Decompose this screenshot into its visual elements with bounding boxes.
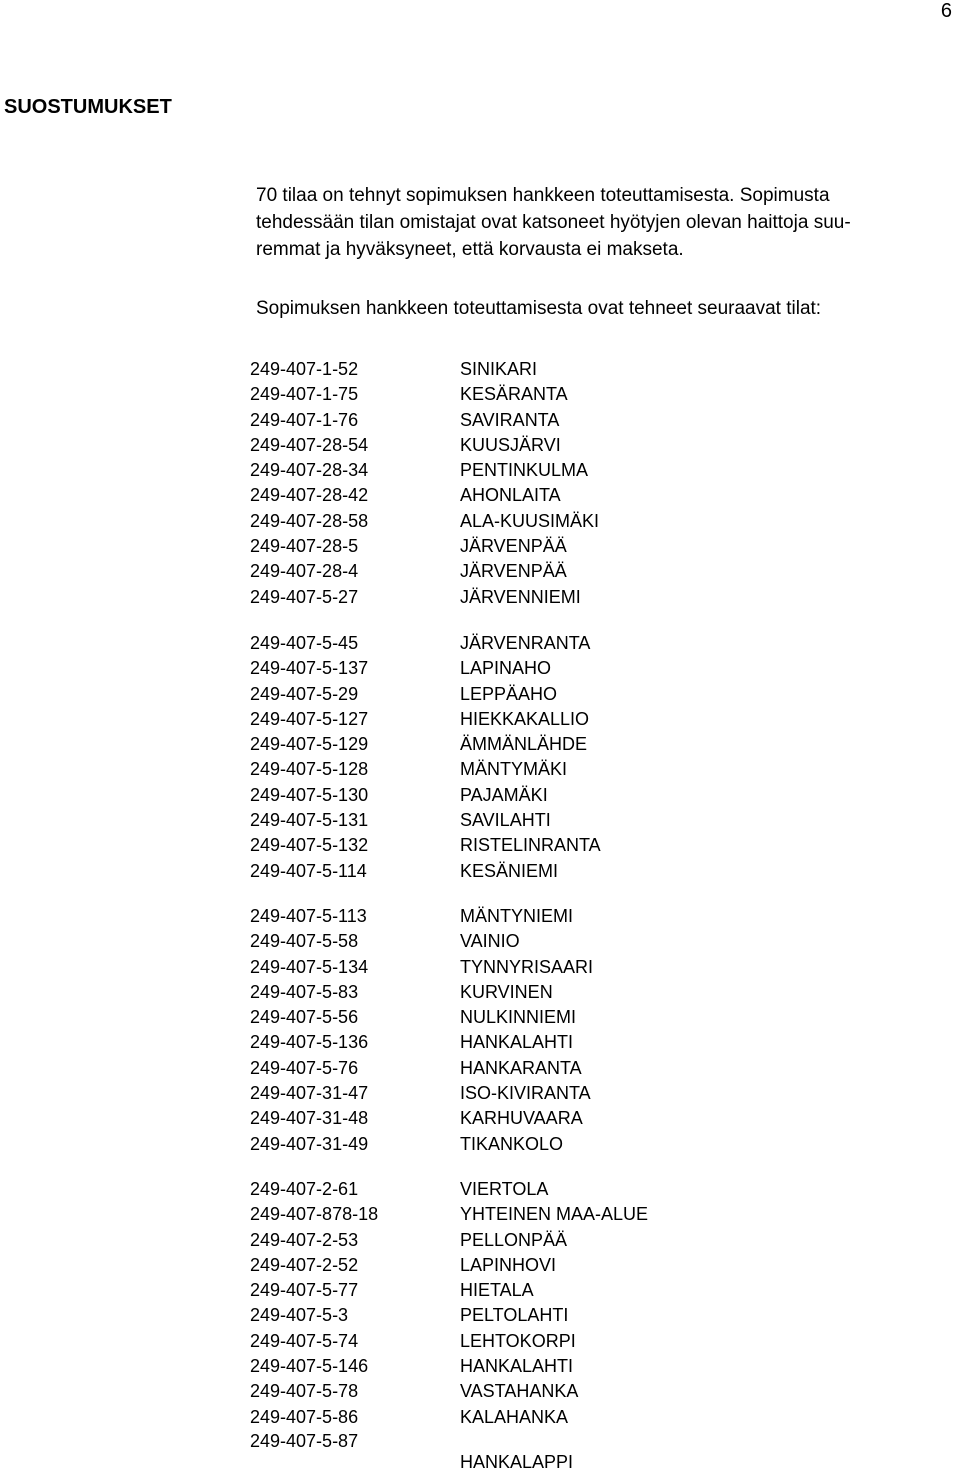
property-row (250, 861, 710, 886)
property-code: 249-407-28-34 (250, 460, 369, 481)
property-name: PAJAMÄKI (460, 784, 548, 805)
property-name: JÄRVENRANTA (460, 633, 591, 653)
lead-sentence: Sopimuksen hankkeen toteuttamisesta ovat tehneet seuraavat tilat: (256, 298, 822, 319)
property-row (250, 1083, 710, 1108)
property-row (250, 785, 710, 810)
property-name: JÄRVENPÄÄ (460, 536, 567, 557)
property-name: HIEKKAKALLIO (460, 708, 590, 729)
property-code: 249-407-5-146 (250, 1356, 369, 1377)
property-row (250, 1381, 710, 1406)
property-code: 249-407-5-76 (250, 1057, 359, 1078)
property-name: PELLONPÄÄ (460, 1229, 568, 1250)
property-code: 249-407-5-87 (250, 1431, 359, 1451)
property-row (250, 410, 710, 435)
property-row (250, 1179, 710, 1204)
property-name: LEHTOKORPI (460, 1330, 576, 1351)
property-code: 249-407-5-77 (250, 1280, 359, 1301)
property-name: ALA-KUUSIMÄKI (460, 510, 600, 531)
property-name: NULKINNIEMI (460, 1007, 577, 1028)
property-name: KARHUVAARA (460, 1108, 583, 1129)
property-row (250, 734, 710, 759)
property-name: HANKALAHTI (460, 1032, 574, 1053)
property-code: 249-407-5-136 (250, 1032, 369, 1053)
property-code: 249-407-28-42 (250, 485, 369, 506)
property-code: 249-407-2-61 (250, 1179, 359, 1199)
property-name: LEPPÄAHO (460, 683, 558, 704)
property-code: 249-407-1-76 (250, 409, 359, 430)
property-row (250, 684, 710, 709)
property-row (250, 435, 710, 460)
property-name: PENTINKULMA (460, 460, 589, 481)
property-row (250, 1280, 710, 1305)
property-code: 249-407-28-54 (250, 434, 369, 455)
property-row (250, 810, 710, 835)
property-row (250, 1204, 710, 1229)
property-code: 249-407-1-52 (250, 359, 359, 379)
property-group (250, 359, 710, 612)
property-code: 249-407-5-29 (250, 683, 359, 704)
property-code: 249-407-1-75 (250, 384, 359, 405)
intro-line: tehdessään tilan omistajat ovat katsoneet hyötyjen olevan haittoja suu- (256, 212, 851, 233)
property-row (250, 982, 710, 1007)
property-code: 249-407-5-45 (250, 633, 359, 653)
property-name: TIKANKOLO (460, 1133, 564, 1154)
property-row (250, 359, 710, 384)
property-code: 249-407-2-53 (250, 1229, 359, 1250)
property-code: 249-407-5-58 (250, 931, 359, 952)
property-code: 249-407-5-86 (250, 1406, 359, 1427)
property-code: 249-407-5-131 (250, 810, 369, 831)
property-row (250, 536, 710, 561)
property-row (250, 1032, 710, 1057)
property-code: 249-407-5-128 (250, 759, 369, 780)
property-name: HANKALAHTI (460, 1356, 574, 1377)
property-name: SAVIRANTA (460, 409, 560, 430)
property-code: 249-407-5-56 (250, 1007, 359, 1028)
property-code: 249-407-28-5 (250, 536, 359, 557)
property-code: 249-407-5-83 (250, 981, 359, 1002)
section-heading: SUOSTUMUKSET (4, 96, 172, 118)
property-name: KESÄNIEMI (460, 860, 559, 881)
property-row (250, 485, 710, 510)
property-name: ISO-KIVIRANTA (460, 1083, 591, 1104)
property-code: 249-407-5-74 (250, 1330, 359, 1351)
property-row (250, 1255, 710, 1280)
property-row (250, 1134, 710, 1159)
property-group (250, 1179, 710, 1432)
property-code: 249-407-31-47 (250, 1083, 369, 1104)
intro-line: 70 tilaa on tehnyt sopimuksen hankkeen toteuttamisesta. Sopimusta (256, 185, 830, 206)
property-row (250, 1407, 710, 1432)
property-name: ÄMMÄNLÄHDE (460, 734, 588, 755)
property-row (250, 561, 710, 586)
property-row (250, 957, 710, 982)
property-name: JÄRVENPÄÄ (460, 561, 567, 582)
property-row (250, 1058, 710, 1083)
property-name: KUUSJÄRVI (460, 434, 561, 455)
property-name: KESÄRANTA (460, 384, 568, 405)
property-name: SINIKARI (460, 359, 538, 379)
property-code: 249-407-878-18 (250, 1204, 379, 1225)
property-row (250, 1108, 710, 1133)
property-row (250, 460, 710, 485)
property-row (250, 709, 710, 734)
property-row (250, 906, 710, 931)
property-row (250, 1007, 710, 1032)
property-code: 249-407-5-78 (250, 1381, 359, 1402)
property-group (250, 906, 710, 1159)
property-name: HANKALAPPI (460, 1452, 574, 1472)
property-code: 249-407-5-127 (250, 708, 369, 729)
property-code: 249-407-31-48 (250, 1108, 369, 1129)
property-row (250, 1356, 710, 1381)
property-row (250, 1331, 710, 1356)
property-row (250, 633, 710, 658)
property-name: MÄNTYMÄKI (460, 759, 568, 780)
property-name: VAINIO (460, 931, 520, 952)
property-code: 249-407-5-130 (250, 784, 369, 805)
property-code: 249-407-5-113 (250, 906, 367, 926)
property-name: YHTEINEN MAA-ALUE (460, 1204, 649, 1225)
property-row (250, 587, 710, 612)
property-name: TYNNYRISAARI (460, 956, 594, 977)
property-code: 249-407-5-134 (250, 956, 369, 977)
property-name: PELTOLAHTI (460, 1305, 569, 1326)
property-name: SAVILAHTI (460, 810, 551, 831)
property-name: HANKARANTA (460, 1057, 582, 1078)
page-number: 6 (940, 0, 952, 22)
property-code: 249-407-5-3 (250, 1305, 349, 1326)
property-code: 249-407-5-132 (250, 835, 369, 856)
property-row (250, 384, 710, 409)
intro-paragraph (256, 182, 936, 263)
property-name: KALAHANKA (460, 1406, 569, 1427)
property-row (250, 658, 710, 683)
property-code: 249-407-5-27 (250, 586, 359, 607)
property-name: HIETALA (460, 1280, 534, 1301)
property-row (250, 931, 710, 956)
property-row (250, 511, 710, 536)
property-code: 249-407-28-58 (250, 510, 369, 531)
property-code: 249-407-31-49 (250, 1133, 369, 1154)
property-row (250, 835, 710, 860)
property-name: JÄRVENNIEMI (460, 586, 581, 607)
property-name: KURVINEN (460, 981, 553, 1002)
property-name: LAPINAHO (460, 658, 552, 679)
property-row (250, 759, 710, 784)
property-group (250, 633, 710, 886)
property-row (250, 1230, 710, 1255)
property-code: 249-407-5-129 (250, 734, 369, 755)
property-code: 249-407-5-137 (250, 658, 369, 679)
property-row (250, 1305, 710, 1330)
property-row-last (250, 1431, 710, 1475)
property-name: RISTELINRANTA (460, 835, 601, 856)
property-code: 249-407-28-4 (250, 561, 359, 582)
intro-line: remmat ja hyväksyneet, että korvausta ei makseta. (256, 239, 684, 260)
property-name: VASTAHANKA (460, 1381, 579, 1402)
property-name: MÄNTYNIEMI (460, 906, 574, 926)
property-code: 249-407-5-114 (250, 860, 367, 881)
property-name: VIERTOLA (460, 1179, 549, 1199)
property-name: AHONLAITA (460, 485, 561, 506)
property-code: 249-407-2-52 (250, 1254, 359, 1275)
property-name: LAPINHOVI (460, 1254, 557, 1275)
